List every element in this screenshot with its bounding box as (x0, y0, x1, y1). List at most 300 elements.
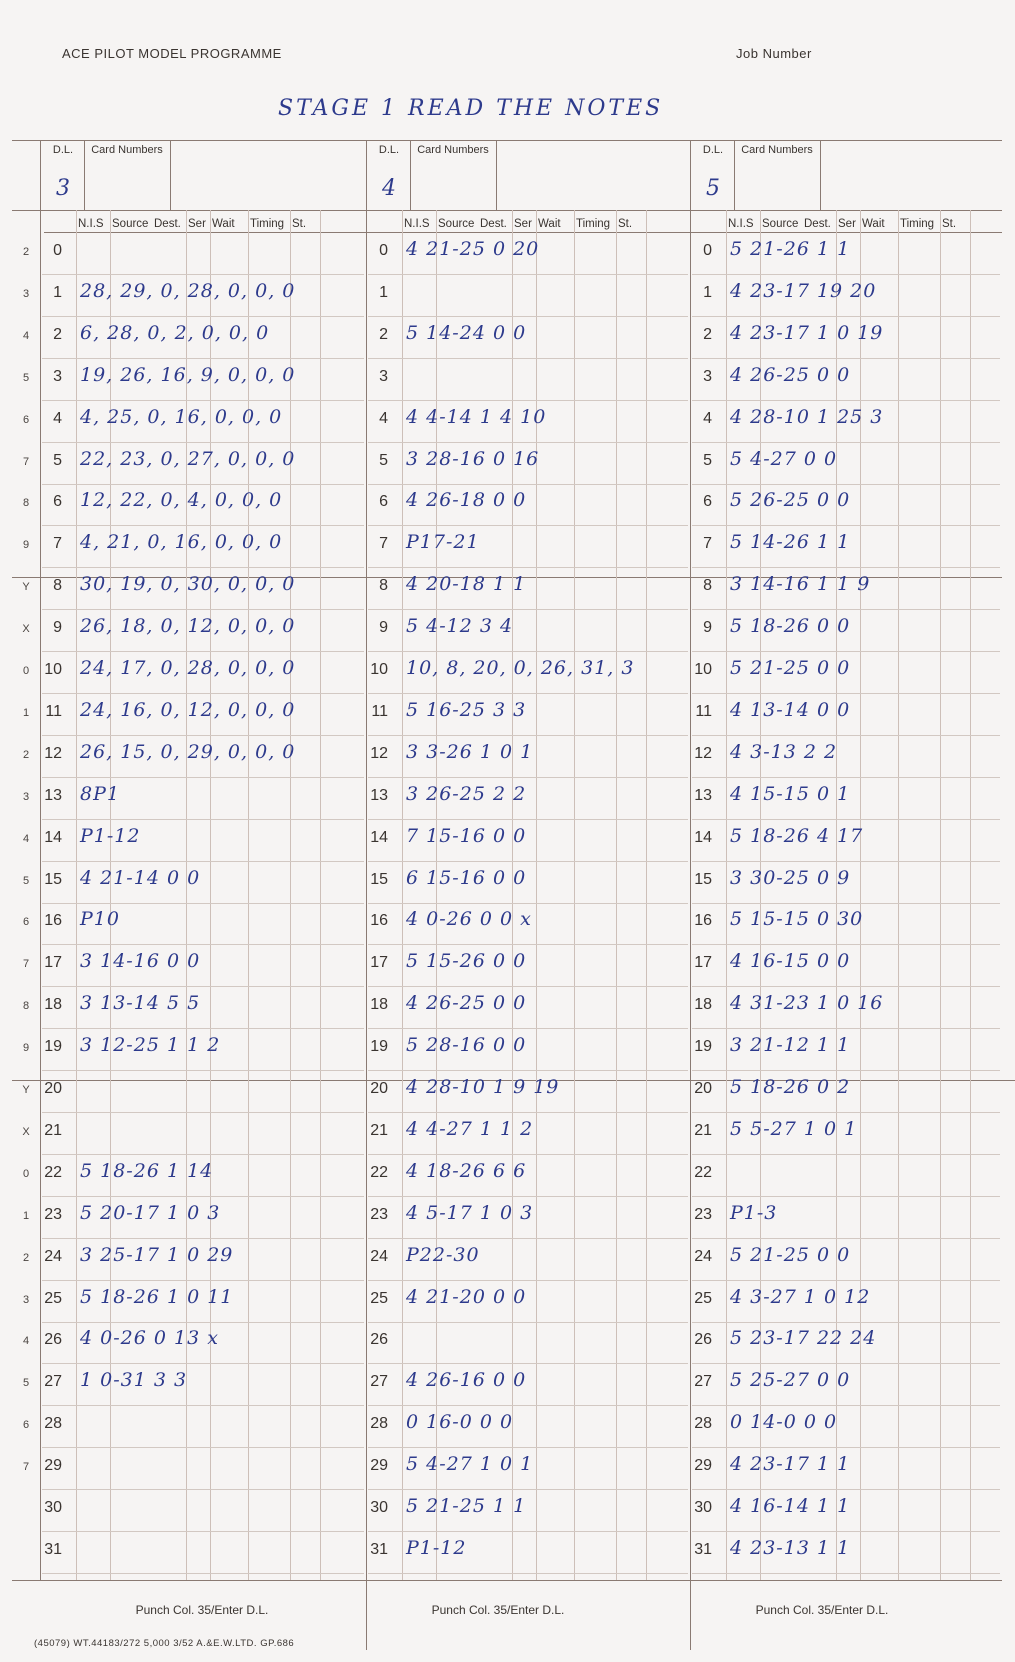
job-number-label: Job Number (736, 46, 812, 61)
instruction-entry[interactable]: 5 25-27 0 0 (730, 1369, 851, 1392)
instruction-entry[interactable]: 5 18-26 0 2 (730, 1076, 851, 1098)
row-rule-2-9 (692, 651, 1000, 652)
row-rule-2-1 (692, 316, 1000, 317)
row-rule-0-16 (42, 944, 364, 945)
instruction-entry[interactable]: 4 4-14 1 4 10 (406, 405, 547, 428)
row-rule-1-16 (368, 944, 688, 945)
row-number: 5 (703, 451, 712, 469)
row-rule-1-5 (368, 484, 688, 485)
row-rule-0-22 (42, 1196, 364, 1197)
row-number: 3 (703, 367, 712, 385)
col-head-timing-2: Timing (900, 218, 935, 230)
row-rule-2-18 (692, 1028, 1000, 1029)
instruction-entry[interactable]: 6 15-16 0 0 (406, 866, 527, 889)
row-rule-2-12 (692, 777, 1000, 778)
row-rule-0-20 (42, 1112, 364, 1113)
instruction-entry[interactable]: 4 23-17 19 20 (730, 279, 877, 302)
sheet-top-rule (12, 140, 1002, 141)
row-rule-0-0 (42, 274, 364, 275)
row-rule-0-25 (42, 1322, 364, 1323)
instruction-entry[interactable]: 3 12-25 1 1 2 (80, 1034, 221, 1057)
row-number: 25 (370, 1289, 388, 1307)
row-number: 15 (44, 870, 62, 888)
row-number: 18 (370, 996, 388, 1014)
sub-col-line-2-4 (898, 210, 899, 1580)
row-rule-0-13 (42, 819, 364, 820)
row-punch-letter: 4 (22, 329, 30, 342)
instruction-entry[interactable]: 4 20-18 1 1 (406, 573, 527, 596)
row-number: 29 (694, 1457, 712, 1475)
row-number: 1 (53, 283, 62, 301)
row-rule-1-19 (368, 1070, 688, 1071)
row-rule-1-24 (368, 1280, 688, 1281)
row-rule-1-13 (368, 819, 688, 820)
sub-col-line-2-5 (940, 210, 941, 1580)
instruction-entry[interactable]: 3 25-17 1 0 29 (80, 1243, 234, 1266)
instruction-entry[interactable]: 4 21-20 0 0 (406, 1285, 527, 1308)
instruction-entry[interactable]: 5 15-15 0 30 (730, 908, 864, 931)
row-number: 31 (44, 1540, 62, 1558)
row-number: 4 (703, 409, 712, 427)
row-punch-letter: 7 (22, 455, 30, 468)
header-bottom-rule (12, 210, 1002, 211)
row-rule-1-21 (368, 1154, 688, 1155)
row-number: 27 (44, 1373, 62, 1391)
row-punch-letter: 2 (22, 246, 30, 258)
row-number: 8 (703, 577, 712, 595)
programme-title: ACE PILOT MODEL PROGRAMME (62, 46, 282, 61)
footer-label-0: Punch Col. 35/Enter D.L. (135, 1603, 269, 1617)
col-head-ser-0: Ser (188, 218, 206, 230)
row-punch-letter: 9 (22, 1042, 30, 1055)
instruction-entry[interactable]: 3 26-25 2 2 (406, 782, 527, 805)
row-rule-2-26 (692, 1363, 1000, 1364)
instruction-entry[interactable]: 8P1 (80, 782, 120, 805)
row-rule-1-25 (368, 1322, 688, 1323)
instruction-entry[interactable]: P1-12 (406, 1536, 467, 1559)
row-number: 27 (370, 1373, 388, 1391)
instruction-entry[interactable]: 3 30-25 0 9 (730, 866, 851, 889)
row-number: 24 (44, 1247, 62, 1265)
row-number: 12 (370, 744, 388, 762)
instruction-entry[interactable]: 0 14-0 0 0 (730, 1411, 838, 1434)
instruction-entry[interactable]: 4 26-16 0 0 (406, 1369, 527, 1392)
row-number: 26 (370, 1331, 388, 1349)
row-number: 5 (379, 451, 388, 469)
instruction-entry[interactable]: 4 0-26 0 13 x (80, 1327, 219, 1350)
row-number: 1 (703, 283, 712, 301)
instruction-entry[interactable]: 4 16-15 0 0 (730, 950, 851, 973)
row-number: 22 (44, 1163, 62, 1181)
row-rule-2-7 (692, 567, 1000, 568)
col-head-nis-0: N.I.S (78, 218, 104, 230)
instruction-entry[interactable]: 5 18-26 4 17 (730, 824, 864, 847)
row-rule-1-28 (368, 1447, 688, 1448)
instruction-entry[interactable]: 26, 18, 0, 12, 0, 0, 0 (80, 615, 296, 638)
row-punch-letter: 1 (22, 706, 30, 719)
row-rule-2-5 (692, 484, 1000, 485)
sub-col-line-1-5 (616, 210, 617, 1580)
instruction-entry[interactable]: 4 26-25 0 0 (406, 992, 527, 1015)
row-number: 9 (703, 619, 712, 637)
instruction-entry[interactable]: 3 14-16 1 1 9 (730, 573, 871, 596)
instruction-entry[interactable]: 24, 16, 0, 12, 0, 0, 0 (80, 698, 296, 721)
row-number: 30 (370, 1499, 388, 1516)
row-number: 10 (370, 661, 388, 678)
instruction-entry[interactable]: P17-21 (406, 531, 480, 554)
sub-col-line-0-6 (320, 210, 321, 1580)
row-rule-1-22 (368, 1196, 688, 1197)
stage-note: STAGE 1 READ THE NOTES (278, 96, 664, 121)
footer-label-2: Punch Col. 35/Enter D.L. (755, 1603, 889, 1617)
sub-col-line-1-0 (402, 210, 403, 1580)
dl-value-2[interactable]: 5 (706, 176, 720, 201)
row-punch-letter: 7 (22, 958, 30, 971)
instruction-entry[interactable]: 3 3-26 1 0 1 (406, 740, 534, 763)
row-number: 13 (370, 786, 388, 804)
row-rule-0-26 (42, 1363, 364, 1364)
card-numbers-label-0: Card Numbers (91, 144, 163, 156)
instruction-entry[interactable]: 12, 22, 0, 4, 0, 0, 0 (80, 489, 283, 512)
row-number: 2 (379, 325, 388, 343)
instruction-entry[interactable]: 4 28-10 1 9 19 (406, 1076, 560, 1098)
instruction-entry[interactable]: 5 18-26 0 0 (730, 615, 851, 638)
row-number: 3 (53, 367, 62, 385)
row-number: 29 (44, 1457, 62, 1475)
card-box-edge-0 (170, 140, 171, 210)
row-number: 19 (44, 1038, 62, 1056)
instruction-entry[interactable]: 4 15-15 0 1 (730, 782, 851, 805)
row-rule-0-28 (42, 1447, 364, 1448)
row-punch-letter: X (22, 1125, 30, 1138)
row-rule-2-19 (692, 1070, 1000, 1071)
instruction-entry[interactable]: 5 4-12 3 4 (406, 615, 514, 638)
subheader-bottom-rule (44, 232, 1002, 233)
row-punch-letter: 0 (22, 1167, 30, 1180)
row-number: 16 (44, 912, 62, 930)
instruction-entry[interactable]: 4 5-17 1 0 3 (406, 1201, 534, 1224)
dl-value-0[interactable]: 3 (56, 176, 70, 201)
instruction-entry[interactable]: 5 18-26 1 14 (80, 1159, 214, 1182)
instruction-entry[interactable]: 4 0-26 0 0 x (406, 908, 532, 931)
instruction-entry[interactable]: 4 26-25 0 0 (730, 363, 851, 386)
instruction-entry[interactable]: 5 21-25 0 0 (730, 657, 851, 679)
row-rule-1-29 (368, 1489, 688, 1490)
row-rule-2-15 (692, 903, 1000, 904)
row-rule-2-10 (692, 693, 1000, 694)
instruction-entry[interactable]: 5 23-17 22 24 (730, 1327, 877, 1350)
instruction-entry[interactable]: P1-12 (80, 824, 141, 847)
instruction-entry[interactable]: 6, 28, 0, 2, 0, 0, 0 (80, 321, 270, 344)
col-head-source-0: Source (112, 218, 149, 230)
row-rule-2-24 (692, 1280, 1000, 1281)
row-number: 22 (370, 1163, 388, 1181)
row-rule-0-8 (42, 609, 364, 610)
col-head-source-2: Source (762, 218, 799, 230)
dl-box-edge-0 (84, 140, 85, 210)
print-code: (45079) WT.44183/272 5,000 3/52 A.&E.W.LTD. GP.686 (34, 1638, 295, 1649)
dl-box-edge-1 (410, 140, 411, 210)
panel-edge-2 (690, 140, 691, 1580)
instruction-entry[interactable]: 3 28-16 0 16 (406, 447, 540, 470)
row-number: 8 (53, 577, 62, 595)
row-rule-0-12 (42, 777, 364, 778)
instruction-entry[interactable]: 5 18-26 1 0 11 (80, 1285, 234, 1308)
instruction-entry[interactable]: 3 14-16 0 0 (80, 950, 201, 973)
instruction-entry[interactable]: 10, 8, 20, 0, 26, 31, 3 (406, 657, 635, 679)
row-rule-0-11 (42, 735, 364, 736)
row-number: 21 (370, 1121, 388, 1139)
instruction-entry[interactable]: 5 20-17 1 0 3 (80, 1201, 221, 1224)
row-rule-0-17 (42, 986, 364, 987)
col-head-ser-1: Ser (514, 218, 532, 230)
row-rule-0-6 (42, 525, 364, 526)
row-punch-letter: 8 (22, 497, 30, 510)
row-rule-1-9 (368, 651, 688, 652)
row-rule-2-14 (692, 861, 1000, 862)
instruction-entry[interactable]: 4 23-17 1 0 19 (730, 321, 884, 344)
row-number: 18 (44, 996, 62, 1014)
instruction-entry[interactable]: P22-30 (406, 1243, 480, 1266)
instruction-entry[interactable]: 0 16-0 0 0 (406, 1411, 514, 1434)
row-number: 22 (694, 1163, 712, 1181)
instruction-entry[interactable]: 4 3-27 1 0 12 (730, 1285, 871, 1308)
row-punch-letter: 0 (22, 665, 30, 677)
row-rule-1-6 (368, 525, 688, 526)
row-punch-letter: 4 (22, 832, 30, 845)
row-rule-2-22 (692, 1196, 1000, 1197)
row-number: 28 (694, 1415, 712, 1433)
row-rule-0-9 (42, 651, 364, 652)
row-number: 17 (370, 954, 388, 972)
row-number: 14 (694, 828, 712, 846)
row-rule-0-3 (42, 400, 364, 401)
row-rule-2-25 (692, 1322, 1000, 1323)
instruction-entry[interactable]: P10 (80, 908, 120, 931)
instruction-entry[interactable]: 5 4-27 0 0 (730, 447, 838, 470)
row-rule-1-11 (368, 735, 688, 736)
row-number: 19 (694, 1038, 712, 1056)
instruction-entry[interactable]: 1 0-31 3 3 (80, 1369, 188, 1392)
row-rule-2-16 (692, 944, 1000, 945)
footer-label-1: Punch Col. 35/Enter D.L. (431, 1603, 565, 1617)
col-head-wait-1: Wait (538, 218, 561, 230)
row-punch-letter: X (22, 623, 30, 636)
row-number: 11 (371, 702, 388, 720)
row-rule-2-30 (692, 1531, 1000, 1532)
row-number: 6 (703, 493, 712, 511)
row-number: 26 (694, 1331, 712, 1349)
row-rule-1-2 (368, 358, 688, 359)
dl-value-1[interactable]: 4 (382, 176, 396, 201)
col-head-dest-1: Dest. (480, 218, 507, 230)
row-rule-1-31 (368, 1573, 688, 1574)
instruction-entry[interactable]: 24, 17, 0, 28, 0, 0, 0 (80, 657, 296, 679)
instruction-entry[interactable]: 4, 21, 0, 16, 0, 0, 0 (80, 531, 283, 554)
row-number: 30 (694, 1499, 712, 1516)
row-punch-letter: Y (22, 581, 30, 594)
instruction-entry[interactable]: 4 28-10 1 25 3 (730, 405, 884, 428)
instruction-entry[interactable]: 4 23-13 1 1 (730, 1536, 851, 1559)
instruction-entry[interactable]: 4 18-26 6 6 (406, 1159, 527, 1182)
row-rule-1-10 (368, 693, 688, 694)
row-rule-2-11 (692, 735, 1000, 736)
instruction-entry[interactable]: 3 13-14 5 5 (80, 992, 201, 1015)
card-box-edge-1 (496, 140, 497, 210)
instruction-entry[interactable]: 26, 15, 0, 29, 0, 0, 0 (80, 740, 296, 763)
instruction-entry[interactable]: 5 5-27 1 0 1 (730, 1117, 858, 1140)
row-rule-0-27 (42, 1405, 364, 1406)
row-rule-0-2 (42, 358, 364, 359)
row-rule-1-26 (368, 1363, 688, 1364)
row-rule-1-0 (368, 274, 688, 275)
row-rule-2-17 (692, 986, 1000, 987)
row-punch-letter: 5 (22, 371, 30, 384)
row-number: 20 (44, 1080, 62, 1097)
row-rule-1-14 (368, 861, 688, 862)
row-rule-2-0 (692, 274, 1000, 275)
row-rule-0-29 (42, 1489, 364, 1490)
row-number: 24 (694, 1247, 712, 1265)
row-punch-letter: 6 (22, 413, 30, 426)
instruction-entry[interactable]: 4 13-14 0 0 (730, 698, 851, 721)
dl-label-2: D.L. (702, 144, 724, 156)
instruction-entry[interactable]: 4 21-14 0 0 (80, 866, 201, 889)
row-punch-letter: 2 (22, 748, 30, 761)
row-number: 18 (694, 996, 712, 1014)
col-head-wait-2: Wait (862, 218, 885, 230)
instruction-entry[interactable]: 5 21-26 1 1 (730, 238, 851, 260)
instruction-entry[interactable]: 5 21-25 0 0 (730, 1243, 851, 1266)
instruction-entry[interactable]: 3 21-12 1 1 (730, 1034, 851, 1057)
row-rule-2-21 (692, 1154, 1000, 1155)
instruction-entry[interactable]: 19, 26, 16, 9, 0, 0, 0 (80, 363, 296, 386)
row-number: 15 (370, 870, 388, 888)
row-number: 11 (695, 702, 712, 720)
row-number: 9 (379, 619, 388, 637)
row-number: 27 (694, 1373, 712, 1391)
instruction-entry[interactable]: 30, 19, 0, 30, 0, 0, 0 (80, 573, 296, 596)
row-number: 17 (694, 954, 712, 972)
col-head-st-2: St. (942, 218, 957, 230)
instruction-entry[interactable]: 7 15-16 0 0 (406, 824, 527, 847)
dl-label-1: D.L. (378, 144, 400, 156)
row-rule-1-18 (368, 1028, 688, 1029)
row-rule-2-28 (692, 1447, 1000, 1448)
row-number: 1 (379, 283, 388, 301)
instruction-entry[interactable]: 4 3-13 2 2 (730, 740, 838, 763)
row-number: 24 (370, 1247, 388, 1265)
col-head-ser-2: Ser (838, 218, 856, 230)
instruction-entry[interactable]: 4 31-23 1 0 16 (730, 992, 884, 1015)
row-punch-letter: 6 (22, 1419, 30, 1432)
instruction-entry[interactable]: P1-3 (730, 1201, 778, 1224)
instruction-entry[interactable]: 5 15-26 0 0 (406, 950, 527, 973)
instruction-entry[interactable]: 5 14-26 1 1 (730, 531, 851, 554)
instruction-entry[interactable]: 4 4-27 1 1 2 (406, 1117, 534, 1140)
card-box-edge-2 (820, 140, 821, 210)
instruction-entry[interactable]: 5 26-25 0 0 (730, 489, 851, 512)
row-number: 16 (694, 912, 712, 930)
instruction-entry[interactable]: 4 23-17 1 1 (730, 1453, 851, 1476)
dl-label-0: D.L. (52, 144, 74, 156)
instruction-entry[interactable]: 5 16-25 3 3 (406, 698, 527, 721)
row-number: 3 (379, 367, 388, 385)
row-rule-0-21 (42, 1154, 364, 1155)
row-rule-0-15 (42, 903, 364, 904)
row-number: 31 (694, 1540, 712, 1558)
row-number: 8 (379, 577, 388, 595)
row-number: 31 (370, 1540, 388, 1558)
row-rule-2-27 (692, 1405, 1000, 1406)
row-rule-1-3 (368, 400, 688, 401)
row-rule-0-5 (42, 484, 364, 485)
instruction-entry[interactable]: 5 28-16 0 0 (406, 1034, 527, 1057)
row-punch-letter: 4 (22, 1335, 30, 1348)
instruction-entry[interactable]: 4 21-25 0 20 (406, 238, 540, 260)
dl-box-edge-2 (734, 140, 735, 210)
row-number: 14 (370, 828, 388, 846)
row-number: 7 (53, 535, 62, 553)
col-head-nis-2: N.I.S (728, 218, 754, 230)
row-rule-0-14 (42, 861, 364, 862)
row-number: 17 (44, 954, 62, 972)
instruction-entry[interactable]: 22, 23, 0, 27, 0, 0, 0 (80, 447, 296, 470)
row-rule-1-12 (368, 777, 688, 778)
row-rule-1-23 (368, 1238, 688, 1239)
row-rule-2-23 (692, 1238, 1000, 1239)
instruction-entry[interactable]: 28, 29, 0, 28, 0, 0, 0 (80, 279, 296, 302)
grid-bottom-rule (12, 1580, 1002, 1581)
instruction-entry[interactable]: 4 26-18 0 0 (406, 489, 527, 512)
instruction-entry[interactable]: 4, 25, 0, 16, 0, 0, 0 (80, 405, 283, 428)
row-number: 14 (44, 828, 62, 846)
row-punch-letter: 8 (22, 1000, 30, 1013)
row-rule-1-15 (368, 903, 688, 904)
instruction-entry[interactable]: 4 16-14 1 1 (730, 1495, 851, 1517)
row-number: 6 (53, 493, 62, 511)
row-number: 2 (703, 325, 712, 343)
sub-col-line-2-0 (726, 210, 727, 1580)
row-number: 13 (44, 786, 62, 804)
col-head-timing-1: Timing (576, 218, 611, 230)
row-rule-0-4 (42, 442, 364, 443)
row-rule-0-24 (42, 1280, 364, 1281)
row-number: 0 (53, 242, 62, 259)
instruction-entry[interactable]: 5 21-25 1 1 (406, 1495, 527, 1517)
instruction-entry[interactable]: 5 4-27 1 0 1 (406, 1453, 534, 1476)
row-number: 4 (53, 409, 62, 427)
row-number: 30 (44, 1499, 62, 1516)
row-punch-letter: 5 (22, 1377, 30, 1390)
row-number: 25 (44, 1289, 62, 1307)
col-head-dest-2: Dest. (804, 218, 831, 230)
col-head-st-0: St. (292, 218, 307, 230)
row-number: 7 (379, 535, 388, 553)
row-number: 12 (44, 744, 62, 762)
row-punch-letter: 6 (22, 916, 30, 929)
row-number: 23 (694, 1205, 712, 1223)
row-rule-2-20 (692, 1112, 1000, 1113)
row-number: 4 (379, 409, 388, 427)
row-number: 10 (44, 661, 62, 678)
row-rule-2-31 (692, 1573, 1000, 1574)
row-rule-0-18 (42, 1028, 364, 1029)
instruction-entry[interactable]: 5 14-24 0 0 (406, 321, 527, 344)
row-punch-letter: 5 (22, 874, 30, 887)
sub-col-line-1-6 (646, 210, 647, 1580)
row-number: 23 (370, 1205, 388, 1223)
